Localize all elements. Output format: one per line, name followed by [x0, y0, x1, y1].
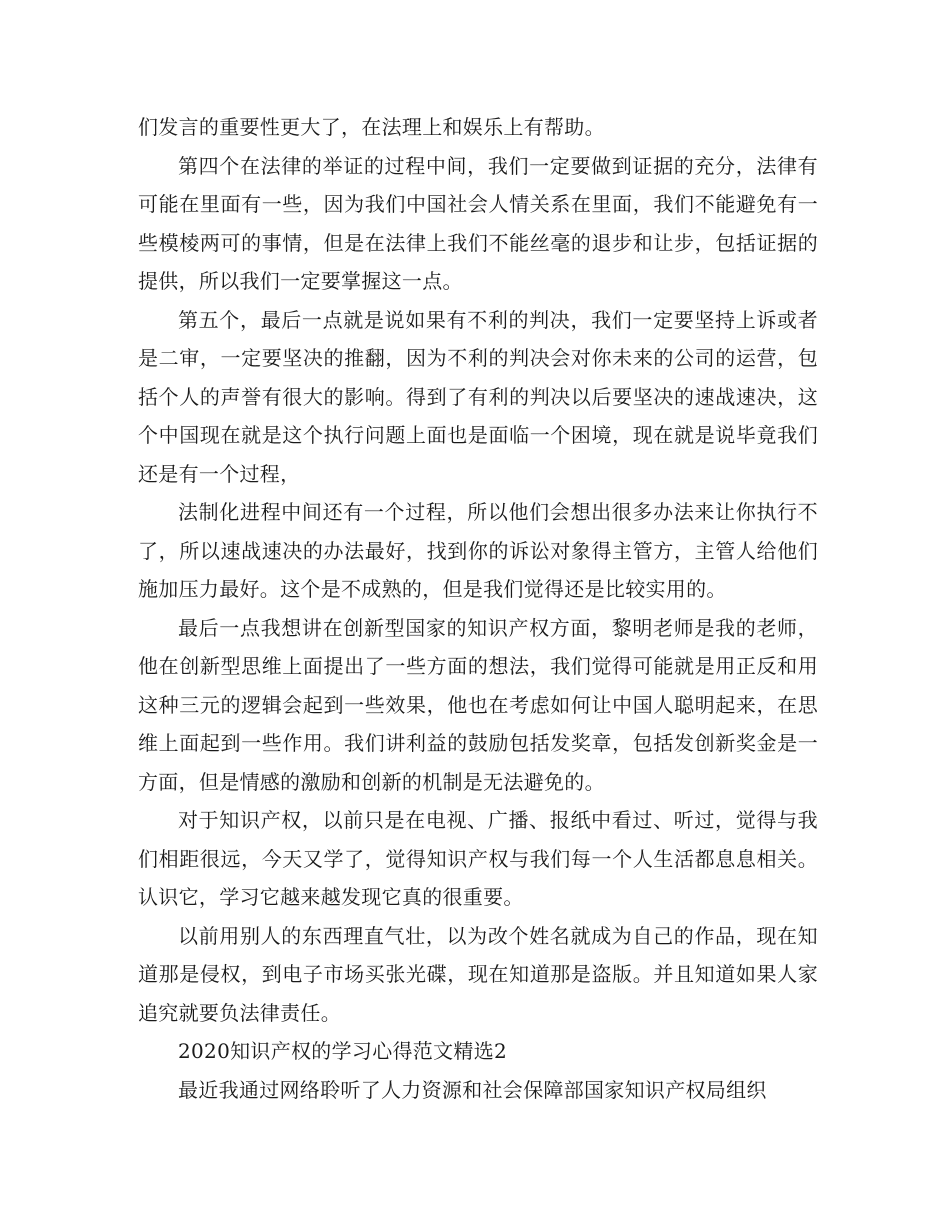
paragraph-point-five: 第五个，最后一点就是说如果有不利的判决，我们一定要坚持上诉或者是二审，一定要坚决的推翻，因为不利的判决会对你未来的公司的运营，包括个人的声誉有很大的影响。得到了有利的判决以后要坚决的速战速决，这个中国现在就是这个执行问题上面也是面临一个困境，现在就是说毕竟我们还是有一个过程， — [138, 307, 818, 486]
paragraph-infringement: 以前用别人的东西理直气壮，以为改个姓名就成为自己的作品，现在知道那是侵权，到电子市场买张光碟，现在知道那是盗版。并且知道如果人家追究就要负法律责任。 — [138, 923, 818, 1025]
paragraph-innovation-ip: 最后一点我想讲在创新型国家的知识产权方面，黎明老师是我的老师，他在创新型思维上面提出了一些方面的想法，我们觉得可能就是用正反和用这种三元的逻辑会起到一些效果，他也在考虑如何让中国人聪明起来，在思维上面起到一些作用。我们讲利益的鼓励包括发奖章，包括发创新奖金是一方面，但是情感的激励和创新的机制是无法避免的。 — [138, 615, 818, 794]
paragraph-legalization-process: 法制化进程中间还有一个过程，所以他们会想出很多办法来让你执行不了，所以速战速决的办法最好，找到你的诉讼对象得主管方，主管人给他们施加压力最好。这个是不成熟的，但是我们觉得还是比较实用的。 — [138, 500, 818, 601]
paragraph-section-two-intro: 最近我通过网络聆听了人力资源和社会保障部国家知识产权局组织 — [178, 1077, 767, 1102]
paragraph-ip-awareness: 对于知识产权，以前只是在电视、广播、报纸中看过、听过，觉得与我们相距很远，今天又学了，觉得知识产权与我们每一个人生活都息息相关。认识它，学习它越来越发现它真的很重要。 — [138, 808, 818, 909]
paragraph-continuation: 们发言的重要性更大了，在法理上和娱乐上有帮助。 — [138, 115, 605, 139]
paragraph-point-four: 第四个在法律的举证的过程中间，我们一定要做到证据的充分，法律有可能在里面有一些，因为我们中国社会人情关系在里面，我们不能避免有一些模棱两可的事情，但是在法律上我们不能丝毫的退步和让步，包括证据的提供，所以我们一定要掌握这一点。 — [138, 153, 818, 293]
section-heading: 2020知识产权的学习心得范文精选2 — [178, 1039, 508, 1063]
document-body — [138, 108, 818, 1109]
